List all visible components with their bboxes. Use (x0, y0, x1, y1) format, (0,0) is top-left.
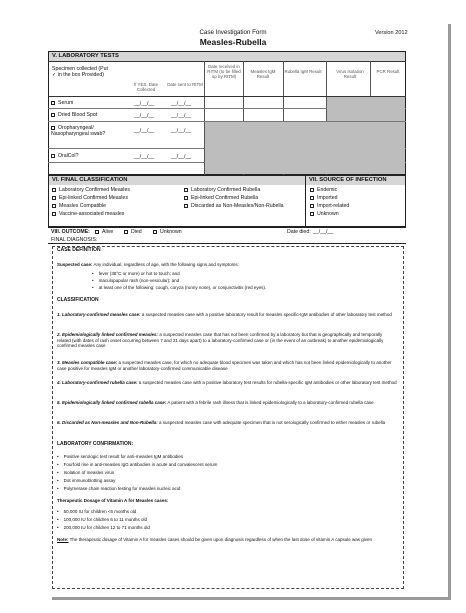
lab-bullet-text: Fourfold rise in anti-measles IgG antibodies in acute and convalescent serum (63, 462, 218, 467)
shaded-cells (327, 97, 405, 121)
lab-bullet-text: Isolation of measles virus (63, 470, 115, 475)
source-import-related-label: Import-related (317, 203, 350, 209)
form-version: Version 2012 (375, 30, 408, 36)
outcome-label: VIII. OUTCOME: (51, 229, 90, 235)
class-def-4-text: a suspected measles case with a positive laboratory test results for rubella-specific IgM antibodies or other laboratory test method (138, 380, 397, 385)
outcome-alive[interactable] (95, 229, 113, 235)
date-field[interactable]: __/__/__ (171, 128, 192, 134)
page-shadow-bottom (52, 597, 451, 600)
specimen-swab-label: Oropharyngeal/ Nasopharyngeal swab? (51, 125, 106, 137)
date-field[interactable]: __/__/__ (171, 113, 192, 119)
source-imported-label: Imported (317, 195, 338, 201)
specimen-swab[interactable] (51, 125, 125, 137)
outcome-died-label: Died (131, 229, 142, 235)
class-def-5 (57, 400, 397, 406)
lab-bullet-text: Positive serologic test result for anti-measles IgM antibodies (63, 454, 184, 459)
date-field[interactable]: __/__/__ (134, 128, 155, 134)
outcome-died[interactable] (124, 229, 142, 235)
suspected-bullet-text: fever (38°C or more) or hot to touch; and (98, 271, 180, 276)
outcome-unknown[interactable] (153, 229, 182, 235)
source-endemic-label: Endemic (317, 187, 338, 193)
source-unknown-label: Unknown (317, 211, 339, 217)
lab-bullet: • Dot immunoblotting assay (57, 478, 116, 483)
form-subtitle: Measles-Rubella (199, 37, 267, 47)
suspected-case (57, 262, 397, 268)
class-def-5-lead: 5. Epidemiologically linked confirmed rubella case: (57, 400, 167, 405)
note-text: The therapeutic dosage of Vitamin A for measles cases should be given upon diagnosis regardless of when the last dose of vitamin A capsule was given (69, 537, 373, 542)
vitamin-bullet: • 100,000 IU for children 6 to 11 months old (57, 517, 148, 522)
date-field[interactable]: __/__/__ (171, 101, 192, 107)
specimen-oralcol-label: OralCol? (58, 153, 79, 159)
specimen-oralcol[interactable] (51, 153, 78, 159)
class-discarded-label: Discarded as Non-Measles/Non-Rubella (191, 203, 284, 209)
class-lab-rubella[interactable] (184, 187, 260, 193)
lab-confirmation-heading: LABORATORY CONFIRMATION: (57, 441, 134, 447)
form-title: Case Investigation Form (199, 29, 267, 36)
col-pcr: PCR Result (376, 69, 400, 74)
source-unknown[interactable] (310, 211, 339, 217)
class-compatible-label: Measles Compatible (59, 203, 106, 209)
final-diagnosis-label: FINAL DIAGNOSIS: (51, 237, 98, 243)
outcome-unknown-label: Unknown (160, 229, 182, 235)
lab-bullet: • Polymerase chain reaction testing for measles nucleic acid (57, 486, 181, 491)
suspected-bullet-text: at least one of the following: cough, coryza (runny nose), or conjunctivitis (red eyes). (98, 285, 267, 290)
source-imported[interactable] (310, 195, 337, 201)
case-definition-heading: CASE DEFINITION (57, 247, 101, 253)
vitamin-bullet-text: 50,000 IU for children <6 months old (63, 509, 137, 514)
date-field[interactable]: __/__/__ (134, 101, 155, 107)
class-lab-measles-label: Laboratory Confirmed Measles (59, 187, 130, 193)
class-epi-rubella[interactable] (184, 195, 258, 201)
shaded-cells (205, 122, 405, 174)
class-def-6-lead: 6. Discarded as Non-measles and Non-Rubella: (57, 420, 158, 425)
class-def-1-text: a suspected measles case with a positive laboratory result for measles specific-IgM antibodies of other laboratory test method (141, 312, 392, 317)
col-date-collected: If YES, Date Collected (133, 82, 159, 92)
class-def-2 (57, 332, 397, 349)
vitamin-bullet-text: 200,000 IU for children 12 to 71 months old (63, 525, 150, 530)
class-discarded[interactable] (184, 203, 284, 209)
class-def-1 (57, 312, 397, 318)
class-def-6 (57, 420, 397, 426)
lab-bullet: • Positive serologic test result for anti-measles IgM antibodies (57, 454, 184, 459)
specimen-dbs-label: Dried Blood Spot (58, 112, 98, 118)
class-def-2-text: a suspected measles case that has not been confirmed by a laboratory but that is geographically and temporally related (with dates of rash onset occurring between 7 and 21 days apart) to a laboratory-confirmed case or (in the event of an outbreak) to another epidemiologically confirmed measles case (57, 332, 384, 349)
lab-bullet: • Isolation of measles virus (57, 470, 115, 475)
class-def-4-lead: 4. Laboratory-confirmed rubella case: (57, 380, 138, 385)
class-compatible[interactable] (52, 203, 106, 209)
classification-heading: CLASSIFICATION (57, 297, 99, 303)
col-date-sent: Date sent to RITM (167, 82, 203, 87)
vitamin-bullet: • 50,000 IU for children <6 months old (57, 509, 137, 514)
rule (305, 175, 306, 227)
specimen-dbs[interactable] (51, 112, 97, 118)
rule (48, 227, 406, 228)
class-def-1-lead: 1. Laboratory-confirmed measles case: (57, 312, 141, 317)
classification-title: VI. FINAL CLASSIFICATION (49, 176, 305, 185)
date-field[interactable]: __/__/__ (134, 154, 155, 160)
suspected-bullet: • at least one of the following: cough, coryza (runny nose), or conjunctivitis (red eyes). (92, 285, 267, 290)
date-field[interactable]: __/__/__ (134, 113, 155, 119)
class-epi-measles-label: Epi-linked Confirmed Measles (59, 195, 128, 201)
class-def-3-lead: 3. Measles compatible case: (57, 360, 118, 365)
col-measles-igm: Measles IgM Result (250, 69, 276, 79)
class-vaccine-label: Vaccine-associated measles (59, 211, 125, 217)
date-field[interactable]: __/__/__ (171, 154, 192, 160)
class-vaccine[interactable] (52, 211, 124, 217)
class-def-3-text: a suspected measles case, for which no adequate blood specimen was taken and which has not been linked epidemiologically to another case positive for measles IgM or another laboratory-confirmed communicable disease (57, 360, 392, 371)
suspected-bullet-text: maculopapular rash (non-vesicular); and (98, 278, 180, 283)
class-def-4 (57, 380, 397, 386)
class-epi-rubella-label: Epi-linked Confirmed Rubella (191, 195, 259, 201)
class-def-2-lead: 2. Epidemiologically linked confirmed measles: (57, 332, 159, 337)
specimen-header: Specimen collected (Put ✓ in the box Provided) (52, 66, 108, 79)
class-def-3 (57, 360, 397, 371)
vitamin-bullet: • 200,000 IU for children 12 to 71 months old (57, 525, 150, 530)
date-died-field[interactable]: __/__/__ (313, 229, 334, 235)
note (57, 537, 397, 543)
class-lab-rubella-label: Laboratory Confirmed Rubella (191, 187, 261, 193)
note-lead: Note: (57, 537, 69, 542)
col-virus-isolation: Virus Isolation Result (336, 69, 364, 79)
page-shadow-right (448, 24, 451, 599)
specimen-serum-label: Serum (58, 100, 74, 106)
class-epi-measles[interactable] (52, 195, 128, 201)
suspected-lead: Suspected case: (57, 262, 93, 267)
vitamin-bullet-text: 100,000 IU for children 6 to 11 months old (63, 517, 148, 522)
rule (48, 243, 406, 244)
source-endemic[interactable] (310, 187, 337, 193)
outcome-alive-label: Alive (102, 229, 114, 235)
suspected-bullet: • maculopapular rash (non-vesicular); and (92, 278, 180, 283)
suspected-text: Any individual, regardless of age, with the following signs and symptoms: (93, 262, 239, 267)
source-title: VII. SOURCE OF INFECTION (306, 176, 405, 185)
specimen-serum[interactable] (51, 100, 73, 106)
lab-bullet-text: Polymerase chain reaction testing for measles nucleic acid (63, 486, 181, 491)
suspected-bullet: • fever (38°C or more) or hot to touch; and (92, 271, 180, 276)
lab-bullet: • Fourfold rise in anti-measles IgG antibodies in acute and convalescent serum (57, 462, 218, 467)
vitamin-a-heading: Therapeutic Dosage of Vitamin A for Measles cases: (57, 498, 169, 503)
source-import-related[interactable] (310, 203, 349, 209)
class-def-6-text: a suspected measles case with adequate specimen that is not serologically confirmed to either measles or rubella (159, 420, 386, 425)
col-rubella-igm: Rubella IgM Result (284, 69, 322, 74)
class-lab-measles[interactable] (52, 187, 130, 193)
rule (48, 61, 406, 62)
class-def-5-text: A patient with a febrile rash illness that is linked epidemiologically to a laboratory-confirmed rubella case (167, 400, 374, 405)
col-date-received: Date received in RITM (to be filled up by RITM) (207, 64, 241, 79)
lab-bullet-text: Dot immunoblotting assay (63, 478, 116, 483)
date-died-label: Date died: (287, 229, 311, 235)
lab-section-title: V. LABORATORY TESTS (49, 52, 405, 61)
